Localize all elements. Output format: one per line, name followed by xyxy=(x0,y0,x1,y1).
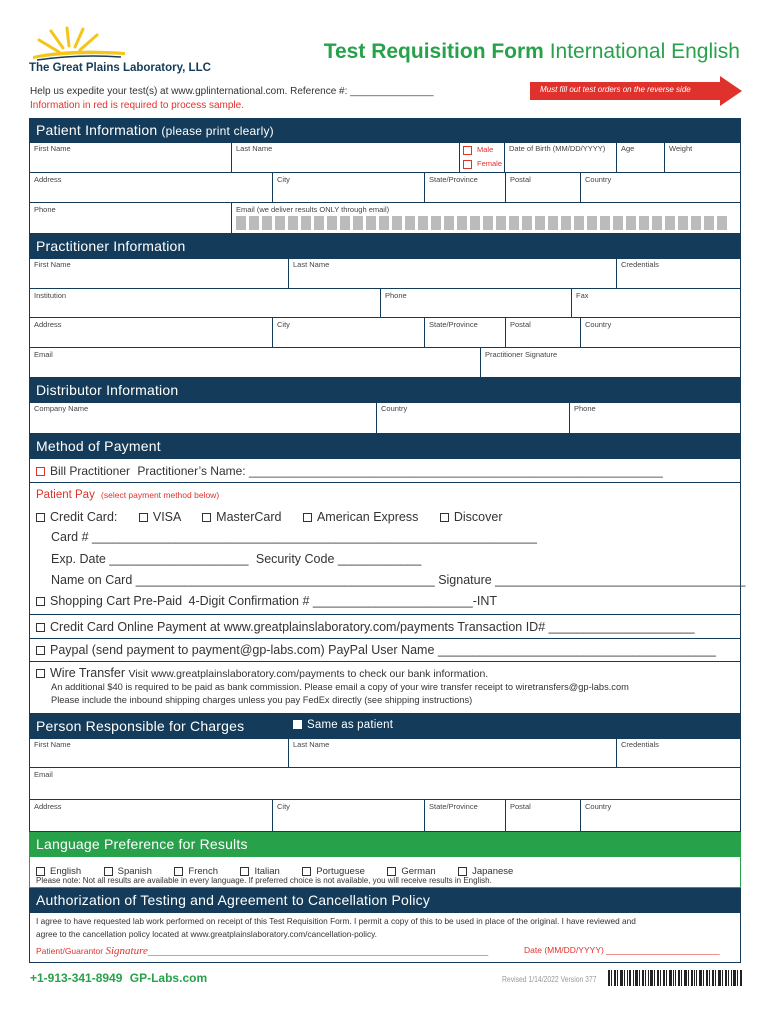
exp-security-row xyxy=(51,552,421,566)
shopping-cart-row xyxy=(36,594,497,608)
authorization-section-header xyxy=(29,888,741,912)
female-checkbox[interactable] xyxy=(463,160,472,169)
responsible-postal-label: Postal xyxy=(510,802,531,811)
practitioner-address-label: Address xyxy=(34,320,62,329)
practitioner-first-name-label: First Name xyxy=(34,260,71,269)
form-title-bold: Test Requisition Form xyxy=(323,40,544,63)
authorization-text-1: I agree to have requested lab work performed on receipt of this Test Requisition Form. I permit a copy of this to be used in place of the original. I have reviewed and xyxy=(36,916,636,926)
distributor-country-label: Country xyxy=(381,404,408,413)
responsible-country-label: Country xyxy=(585,802,612,811)
distributor-company-field[interactable] xyxy=(29,402,377,434)
practitioner-postal-label: Postal xyxy=(510,320,531,329)
patient-age-label: Age xyxy=(621,144,635,153)
lang-german-checkbox[interactable] xyxy=(387,867,396,876)
payment-section-header xyxy=(29,434,741,458)
confirmation-line[interactable]: 4-Digit Confirmation # _______________________-INT xyxy=(188,594,498,608)
practitioner-credentials-field[interactable] xyxy=(617,258,741,289)
patient-section-header xyxy=(29,118,741,142)
practitioner-institution-label: Institution xyxy=(34,291,67,300)
responsible-address-label: Address xyxy=(34,802,62,811)
cc-online-option[interactable] xyxy=(36,620,206,634)
patient-section-subtitle: (please print clearly) xyxy=(161,124,274,138)
practitioner-signature-field[interactable] xyxy=(481,348,741,378)
shopping-cart-label: Shopping Cart Pre-Paid xyxy=(50,594,183,608)
barcode-icon xyxy=(608,970,742,986)
paypal-user-line[interactable]: (send payment to payment@gp-labs.com) PayPal User Name ________________________________________ xyxy=(91,643,716,657)
responsible-section-header xyxy=(29,714,741,738)
same-as-patient-checkbox[interactable] xyxy=(293,720,302,729)
lang-french-checkbox[interactable] xyxy=(174,867,183,876)
wire-row xyxy=(36,666,488,680)
credit-card-row xyxy=(36,510,502,524)
practitioner-section-header xyxy=(29,234,741,258)
wire-option[interactable] xyxy=(36,666,125,680)
patient-email-field[interactable] xyxy=(232,203,741,234)
female-label: Female xyxy=(477,159,503,168)
patient-address-label: Address xyxy=(34,175,62,184)
shopping-cart-checkbox[interactable] xyxy=(36,597,45,606)
distributor-phone-field[interactable] xyxy=(570,402,741,434)
distributor-section-header xyxy=(29,378,741,402)
female-option[interactable] xyxy=(463,159,502,169)
practitioner-city-label: City xyxy=(277,320,290,329)
patient-weight-label: Weight xyxy=(669,144,693,153)
responsible-state-field[interactable] xyxy=(425,800,506,832)
patient-phone-label: Phone xyxy=(34,205,56,214)
email-character-grid[interactable] xyxy=(236,216,730,230)
credit-card-option[interactable] xyxy=(36,510,117,524)
practitioner-email-field[interactable] xyxy=(29,348,481,378)
responsible-credentials-label: Credentials xyxy=(621,740,659,749)
wire-checkbox[interactable] xyxy=(36,669,45,678)
transaction-id-line[interactable]: at www.greatplainslaboratory.com/payments Transaction ID# _____________________ xyxy=(209,620,695,634)
wire-info: Visit www.greatplainslaboratory.com/payments to check our bank information. xyxy=(128,668,489,680)
mastercard-label: MasterCard xyxy=(216,510,282,524)
distributor-country-field[interactable] xyxy=(377,402,570,434)
mastercard-option[interactable] xyxy=(202,510,281,524)
distributor-phone-label: Phone xyxy=(574,404,596,413)
lang-japanese-checkbox[interactable] xyxy=(458,867,467,876)
male-option[interactable] xyxy=(463,145,493,155)
reverse-side-arrow xyxy=(530,76,742,106)
practitioner-phone-field[interactable] xyxy=(381,289,572,318)
responsible-email-label: Email xyxy=(34,770,53,779)
wire-note-2: Please include the inbound shipping charges unless you pay FedEx directly (see shipping instructions) xyxy=(51,695,473,705)
amex-checkbox[interactable] xyxy=(303,513,312,522)
visa-label: VISA xyxy=(152,510,181,524)
same-as-patient-option[interactable] xyxy=(293,719,393,731)
divider-1 xyxy=(29,614,741,615)
patient-last-name-label: Last Name xyxy=(236,144,273,153)
distributor-section-title: Distributor Information xyxy=(36,382,179,398)
lang-french-label: French xyxy=(188,866,218,877)
practitioner-name-line[interactable]: Practitioner’s Name: ______________________________________________________________ xyxy=(137,464,663,478)
company-name: The Great Plains Laboratory, LLC xyxy=(29,62,211,74)
practitioner-phone-label: Phone xyxy=(385,291,407,300)
divider-3 xyxy=(29,661,741,662)
divider-2 xyxy=(29,638,741,639)
wire-label: Wire Transfer xyxy=(50,666,126,680)
footer-site[interactable]: GP-Labs.com xyxy=(129,971,208,985)
cc-online-label: Credit Card Online Payment xyxy=(50,620,207,634)
discover-option[interactable] xyxy=(440,510,503,524)
patient-weight-field[interactable] xyxy=(665,142,741,173)
responsible-country-field[interactable] xyxy=(581,800,741,832)
mastercard-checkbox[interactable] xyxy=(202,513,211,522)
practitioner-credentials-label: Credentials xyxy=(621,260,659,269)
patient-dob-field[interactable] xyxy=(505,142,617,173)
practitioner-state-field[interactable] xyxy=(425,318,506,348)
patient-email-label: Email (we deliver results ONLY through email) xyxy=(236,205,390,214)
guarantor-date-line[interactable]: Date (MM/DD/YYYY) ________________________ xyxy=(524,945,720,955)
patient-city-label: City xyxy=(277,175,290,184)
patient-first-name-field[interactable] xyxy=(29,142,232,173)
bill-practitioner-option[interactable] xyxy=(36,464,663,478)
logo xyxy=(29,26,229,76)
male-checkbox[interactable] xyxy=(463,146,472,155)
practitioner-country-label: Country xyxy=(585,320,612,329)
practitioner-last-name-label: Last Name xyxy=(293,260,330,269)
credit-card-checkbox[interactable] xyxy=(36,513,45,522)
visa-checkbox[interactable] xyxy=(139,513,148,522)
paypal-label: Paypal xyxy=(50,643,89,657)
guarantor-signature-row xyxy=(36,945,488,957)
same-as-patient-label: Same as patient xyxy=(307,719,394,731)
responsible-city-label: City xyxy=(277,802,290,811)
discover-label: Discover xyxy=(453,510,503,524)
wire-note-1: An additional $40 is required to be paid as bank commission. Please email a copy of your wire transfer receipt to wiretransfers@gp-labs.com xyxy=(51,682,629,692)
guarantor-signature-line[interactable]: ________________________________________________________________________ xyxy=(147,946,489,956)
signature-word: Signature xyxy=(105,945,148,957)
guarantor-label: Patient/Guarantor xyxy=(36,946,104,956)
red-notice: Information in red is required to process sample. xyxy=(30,100,244,111)
amex-label: American Express xyxy=(316,510,419,524)
practitioner-country-field[interactable] xyxy=(581,318,741,348)
responsible-address-field[interactable] xyxy=(29,800,273,832)
practitioner-fax-label: Fax xyxy=(576,291,589,300)
patient-section-title: Patient Information xyxy=(36,122,158,138)
patient-pay-note: (select payment method below) xyxy=(101,490,220,500)
patient-first-name-label: First Name xyxy=(34,144,71,153)
authorization-text-2: agree to the cancellation policy located at www.greatplainslaboratory.com/cancellation-policy. xyxy=(36,929,377,939)
responsible-city-field[interactable] xyxy=(273,800,425,832)
paypal-option[interactable] xyxy=(36,643,88,657)
male-label: Male xyxy=(477,145,494,154)
name-on-card-line[interactable]: Name on Card ___________________________________________ xyxy=(51,573,435,587)
patient-pay-label: Patient Pay xyxy=(36,489,95,501)
cc-online-checkbox[interactable] xyxy=(36,623,45,632)
patient-address-field[interactable] xyxy=(29,173,273,203)
expedite-text: Help us expedite your test(s) at www.gplinternational.com. Reference #: _______________ xyxy=(30,86,434,97)
responsible-section-title: Person Responsible for Charges xyxy=(36,718,245,734)
amex-option[interactable] xyxy=(303,510,418,524)
form-title xyxy=(324,40,740,64)
security-code-line[interactable]: Security Code ____________ xyxy=(255,552,422,566)
practitioner-address-field[interactable] xyxy=(29,318,273,348)
patient-city-field[interactable] xyxy=(273,173,425,203)
patient-pay-row xyxy=(36,489,219,501)
lang-italian-label: Italian xyxy=(254,866,280,877)
name-signature-row xyxy=(51,573,745,587)
responsible-credentials-field[interactable] xyxy=(617,738,741,768)
bill-practitioner-checkbox[interactable] xyxy=(36,467,45,476)
visa-option[interactable] xyxy=(139,510,181,524)
lang-spanish-label: Spanish xyxy=(117,866,152,877)
card-number-line[interactable]: Card # ________________________________________________________________ xyxy=(51,530,537,544)
authorization-section-title: Authorization of Testing and Agreement to Cancellation Policy xyxy=(36,892,431,908)
lang-italian-checkbox[interactable] xyxy=(240,867,249,876)
responsible-first-name-field[interactable] xyxy=(29,738,289,768)
responsible-last-name-field[interactable] xyxy=(289,738,617,768)
practitioner-section-title: Practitioner Information xyxy=(36,238,186,254)
discover-checkbox[interactable] xyxy=(440,513,449,522)
practitioner-first-name-field[interactable] xyxy=(29,258,289,289)
lang-german-label: German xyxy=(401,866,436,877)
practitioner-state-label: State/Province xyxy=(429,320,478,329)
responsible-first-name-label: First Name xyxy=(34,740,71,749)
distributor-company-label: Company Name xyxy=(34,404,89,413)
patient-country-label: Country xyxy=(585,175,612,184)
bill-practitioner-label: Bill Practitioner xyxy=(50,464,131,478)
lang-english-checkbox[interactable] xyxy=(36,867,45,876)
responsible-state-label: State/Province xyxy=(429,802,478,811)
shopping-cart-option[interactable] xyxy=(36,594,182,608)
practitioner-city-field[interactable] xyxy=(273,318,425,348)
responsible-postal-field[interactable] xyxy=(506,800,581,832)
practitioner-signature-label: Practitioner Signature xyxy=(485,350,558,359)
patient-dob-label: Date of Birth (MM/DD/YYYY) xyxy=(509,144,606,153)
sun-logo-icon xyxy=(29,26,129,62)
patient-state-label: State/Province xyxy=(429,175,478,184)
paypal-row xyxy=(36,643,716,657)
practitioner-institution-field[interactable] xyxy=(29,289,381,318)
lang-portuguese-checkbox[interactable] xyxy=(302,867,311,876)
exp-date-line[interactable]: Exp. Date ____________________ xyxy=(51,552,249,566)
language-note: Please note: Not all results are available in every language. If preferred choice is not available, you will receive results in English. xyxy=(36,876,492,885)
responsible-last-name-label: Last Name xyxy=(293,740,330,749)
card-signature-line[interactable]: Signature ____________________________________ xyxy=(438,573,746,587)
footer-contact xyxy=(30,971,207,985)
payment-section-title: Method of Payment xyxy=(36,438,161,454)
lang-portuguese-label: Portuguese xyxy=(316,866,365,877)
patient-country-field[interactable] xyxy=(581,173,741,203)
practitioner-postal-field[interactable] xyxy=(506,318,581,348)
practitioner-last-name-field[interactable] xyxy=(289,258,617,289)
patient-last-name-field[interactable] xyxy=(232,142,460,173)
practitioner-fax-field[interactable] xyxy=(572,289,741,318)
language-section-header xyxy=(29,832,741,856)
paypal-checkbox[interactable] xyxy=(36,646,45,655)
practitioner-email-label: Email xyxy=(34,350,53,359)
lang-english-label: English xyxy=(50,866,82,877)
patient-postal-label: Postal xyxy=(510,175,531,184)
patient-state-field[interactable] xyxy=(425,173,506,203)
revised-text: Revised 1/14/2022 Version 377 xyxy=(502,975,597,984)
language-section-title: Language Preference for Results xyxy=(36,836,248,852)
patient-phone-field[interactable] xyxy=(29,203,232,234)
footer-phone[interactable]: +1-913-341-8949 xyxy=(30,971,123,985)
patient-age-field[interactable] xyxy=(617,142,665,173)
credit-card-label: Credit Card: xyxy=(50,510,118,524)
cc-online-row xyxy=(36,620,695,634)
form-title-light: International English xyxy=(543,40,740,63)
lang-spanish-checkbox[interactable] xyxy=(104,867,113,876)
lang-japanese-label: Japanese xyxy=(472,866,514,877)
patient-postal-field[interactable] xyxy=(506,173,581,203)
responsible-email-field[interactable] xyxy=(29,768,741,800)
patient-sex-field xyxy=(460,142,505,173)
arrow-text: Must fill out test orders on the reverse side xyxy=(540,85,691,94)
